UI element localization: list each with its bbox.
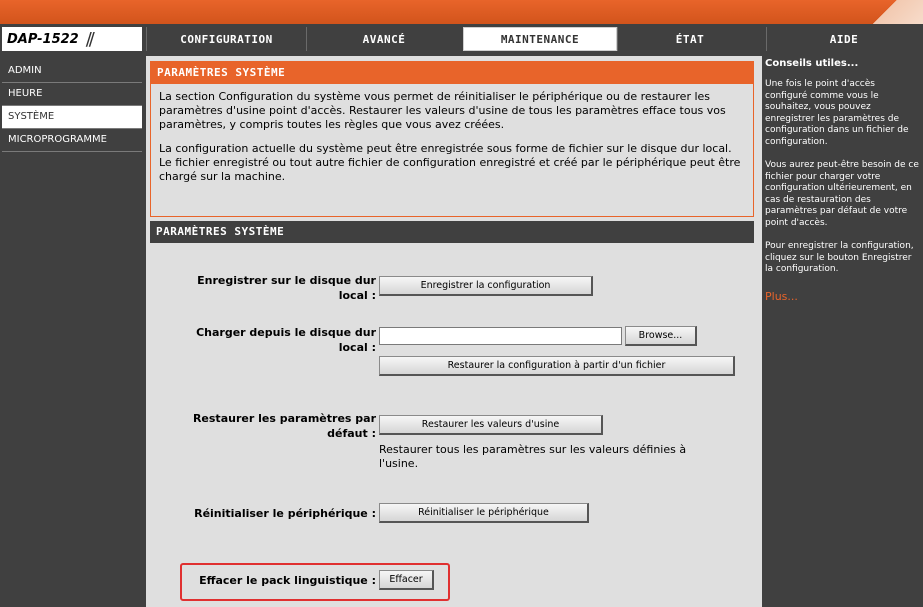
banner-corner-decoration: [863, 0, 923, 24]
clear-language-pack-label: Effacer le pack linguistique :: [199, 574, 376, 587]
tab-aide[interactable]: AIDE: [766, 27, 921, 51]
load-config-label-line2: local :: [338, 341, 376, 354]
factory-defaults-label-line2: défaut :: [327, 427, 376, 440]
save-config-label-line2: local :: [338, 289, 376, 302]
restore-from-file-button[interactable]: Restaurer la configuration à partir d'un fichier: [379, 356, 735, 376]
logo-slashes-icon: //: [85, 28, 92, 50]
sidebar-item-heure[interactable]: HEURE: [2, 83, 142, 106]
sidebar-item-systeme[interactable]: SYSTÈME: [2, 106, 142, 129]
intro-section: [150, 61, 754, 217]
sidebar-menu: [2, 60, 142, 152]
help-more-link[interactable]: Plus...: [765, 289, 798, 303]
top-banner-strip: [0, 0, 923, 24]
settings-section-title: PARAMÈTRES SYSTÈME: [150, 221, 754, 243]
highlight-box: [180, 563, 450, 601]
intro-paragraph-2: La configuration actuelle du système peut être enregistrée sous forme de fichier sur le disque dur local. Le fichier enregistré ou tout autre fichier de configuration enregistré et créé par le périphérique peut être chargé sur la machine.: [159, 142, 741, 183]
load-config-label-line1: Charger depuis le disque dur: [196, 326, 376, 339]
help-title: Conseils utiles...: [765, 58, 859, 69]
main-content: [146, 56, 762, 607]
reboot-label: Réinitialiser le périphérique :: [194, 507, 376, 520]
help-panel: [762, 56, 923, 305]
help-paragraph-3: Pour enregistrer la configuration, cliquez sur le bouton Enregistrer la configuration.: [765, 241, 914, 274]
product-model-name: DAP-1522: [7, 31, 79, 47]
sidebar-item-microprogramme[interactable]: MICROPROGRAMME: [2, 129, 142, 152]
intro-section-title: PARAMÈTRES SYSTÈME: [151, 62, 753, 84]
intro-paragraph-1: La section Configuration du système vous permet de réinitialiser le périphérique ou de restaurer les paramètres d'usine point d'accès. Restaurer les valeurs d'usine de tous les paramètres efface tous vos paramètres, y compris toutes les règles que vous avez créées.: [159, 90, 726, 131]
tab-etat[interactable]: ÉTAT: [617, 27, 762, 51]
factory-defaults-description: Restaurer tous les paramètres sur les valeurs définies à l'usine.: [379, 443, 687, 470]
reboot-device-button[interactable]: Réinitialiser le périphérique: [379, 503, 589, 523]
clear-language-pack-button[interactable]: Effacer: [379, 570, 434, 590]
tab-configuration[interactable]: CONFIGURATION: [146, 27, 306, 51]
system-settings-section: [150, 221, 754, 607]
help-paragraph-2: Vous aurez peut-être besoin de ce fichier pour charger votre configuration ultérieurement, en cas de restauration des paramètres par défaut de votre point d'accès.: [765, 160, 919, 228]
product-logo: [2, 27, 142, 51]
factory-defaults-label: [193, 411, 376, 441]
save-config-label: [197, 273, 376, 303]
save-config-label-line1: Enregistrer sur le disque dur: [197, 274, 376, 287]
top-navigation-bar: [0, 24, 923, 54]
load-config-label: [196, 325, 376, 355]
config-file-input[interactable]: [379, 327, 622, 345]
save-config-button[interactable]: Enregistrer la configuration: [379, 276, 593, 296]
tab-maintenance[interactable]: MAINTENANCE: [463, 27, 617, 51]
factory-defaults-label-line1: Restaurer les paramètres par: [192, 412, 376, 425]
restore-factory-defaults-button[interactable]: Restaurer les valeurs d'usine: [379, 415, 603, 435]
help-paragraph-1: Une fois le point d'accès configuré comme vous le souhaitez, vous pouvez enregistrer les paramètres de configuration dans un fichier de configuration.: [765, 79, 909, 147]
browse-button[interactable]: Browse...: [625, 326, 697, 346]
tab-avance[interactable]: AVANCÉ: [306, 27, 461, 51]
sidebar-item-admin[interactable]: ADMIN: [2, 60, 142, 83]
